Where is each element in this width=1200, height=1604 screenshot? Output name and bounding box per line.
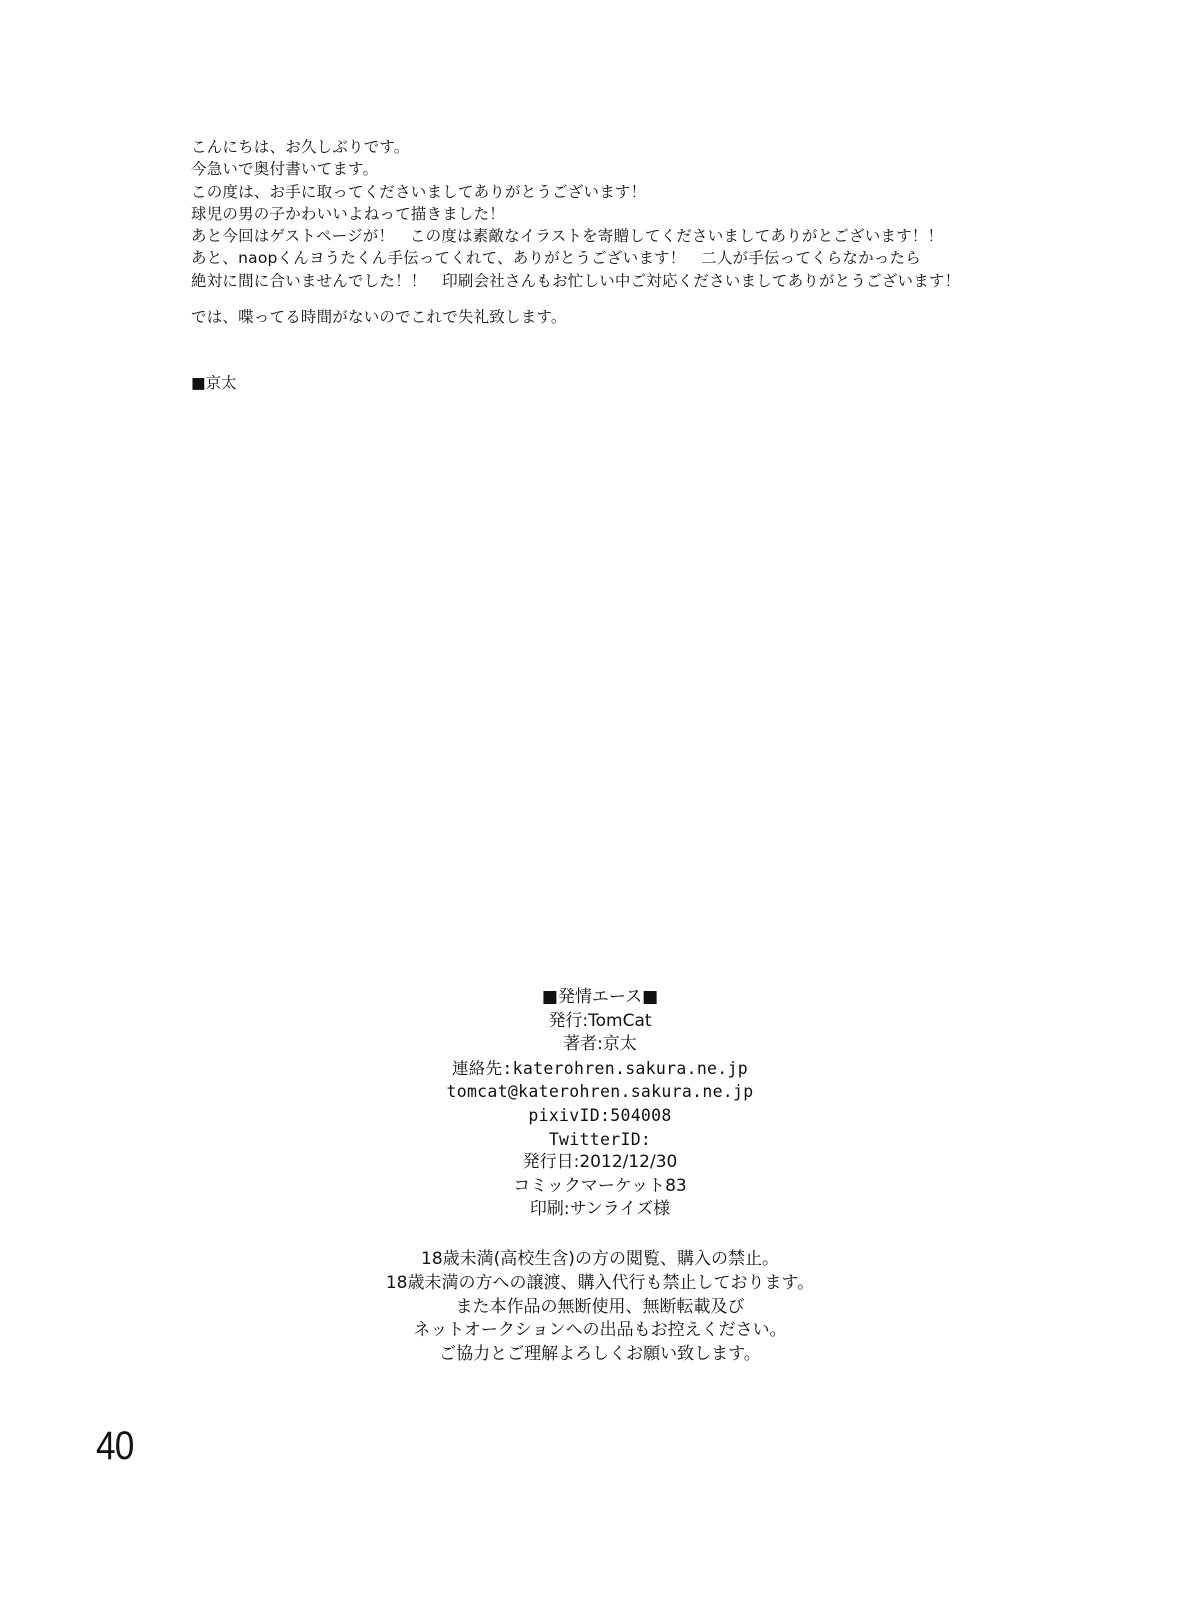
notice-line: 18歳未満の方への譲渡、購入代行も禁止しております。 (385, 1272, 815, 1293)
contact-email: tomcat@katerohren.sakura.ne.jp (446, 1082, 754, 1102)
notice-line: 18歳未満(高校生含)の方の閲覧、購入の禁止。 (421, 1249, 779, 1269)
publisher: 発行:TomCat (548, 1010, 652, 1031)
afterword-line: 絶対に間に合いませんでした！！ 印刷会社さんもお忙しい中ご対応くださいましてありがとうございます！ (191, 271, 961, 290)
colophon (350, 986, 850, 1222)
publication-date: 発行日:2012/12/30 (522, 1152, 678, 1173)
afterword-line: 球児の男の子かわいいよねって描きました！ (191, 204, 506, 223)
afterword-line: こんにちは、お久しぶりです。 (191, 138, 410, 156)
age-restriction-notice (320, 1248, 880, 1367)
afterword-line: あと今回はゲストページが！ この度は素敵なイラストを寄贈してくださいましてありがとございます！！ (191, 227, 944, 246)
printer: 印刷:サンライズ様 (529, 1199, 671, 1220)
notice-line: また本作品の無断使用、無断転載及び (455, 1296, 745, 1317)
notice-line: ご協力とご理解よろしくお願い致します。 (439, 1344, 761, 1365)
author: 著者:京太 (563, 1034, 637, 1055)
notice-line: ネットオークションへの出品もお控えください。 (413, 1320, 787, 1341)
pixiv-id: pixivID:504008 (528, 1105, 672, 1125)
afterword-line: この度は、お手に取ってくださいましてありがとうございます！ (191, 182, 647, 201)
author-signature: ■京太 (191, 374, 237, 392)
afterword-line: あと、naopくんヨうたくん手伝ってくれて、ありがとうございます！ 二人が手伝ってくらなかったら (191, 249, 921, 268)
page-number: 40 (96, 1424, 134, 1468)
twitter-id: TwitterID: (548, 1129, 652, 1149)
afterword-line: 今急いで奥付書いてます。 (191, 160, 379, 179)
afterword-closing: では、喋ってる時間がないのでこれで失礼致します。 (191, 308, 567, 327)
contact-site: 連絡先:katerohren.sakura.ne.jp (451, 1058, 748, 1078)
afterword-text (191, 136, 1031, 328)
event-name: コミックマーケット83 (513, 1175, 687, 1196)
book-title: ■発情エース■ (541, 987, 659, 1007)
